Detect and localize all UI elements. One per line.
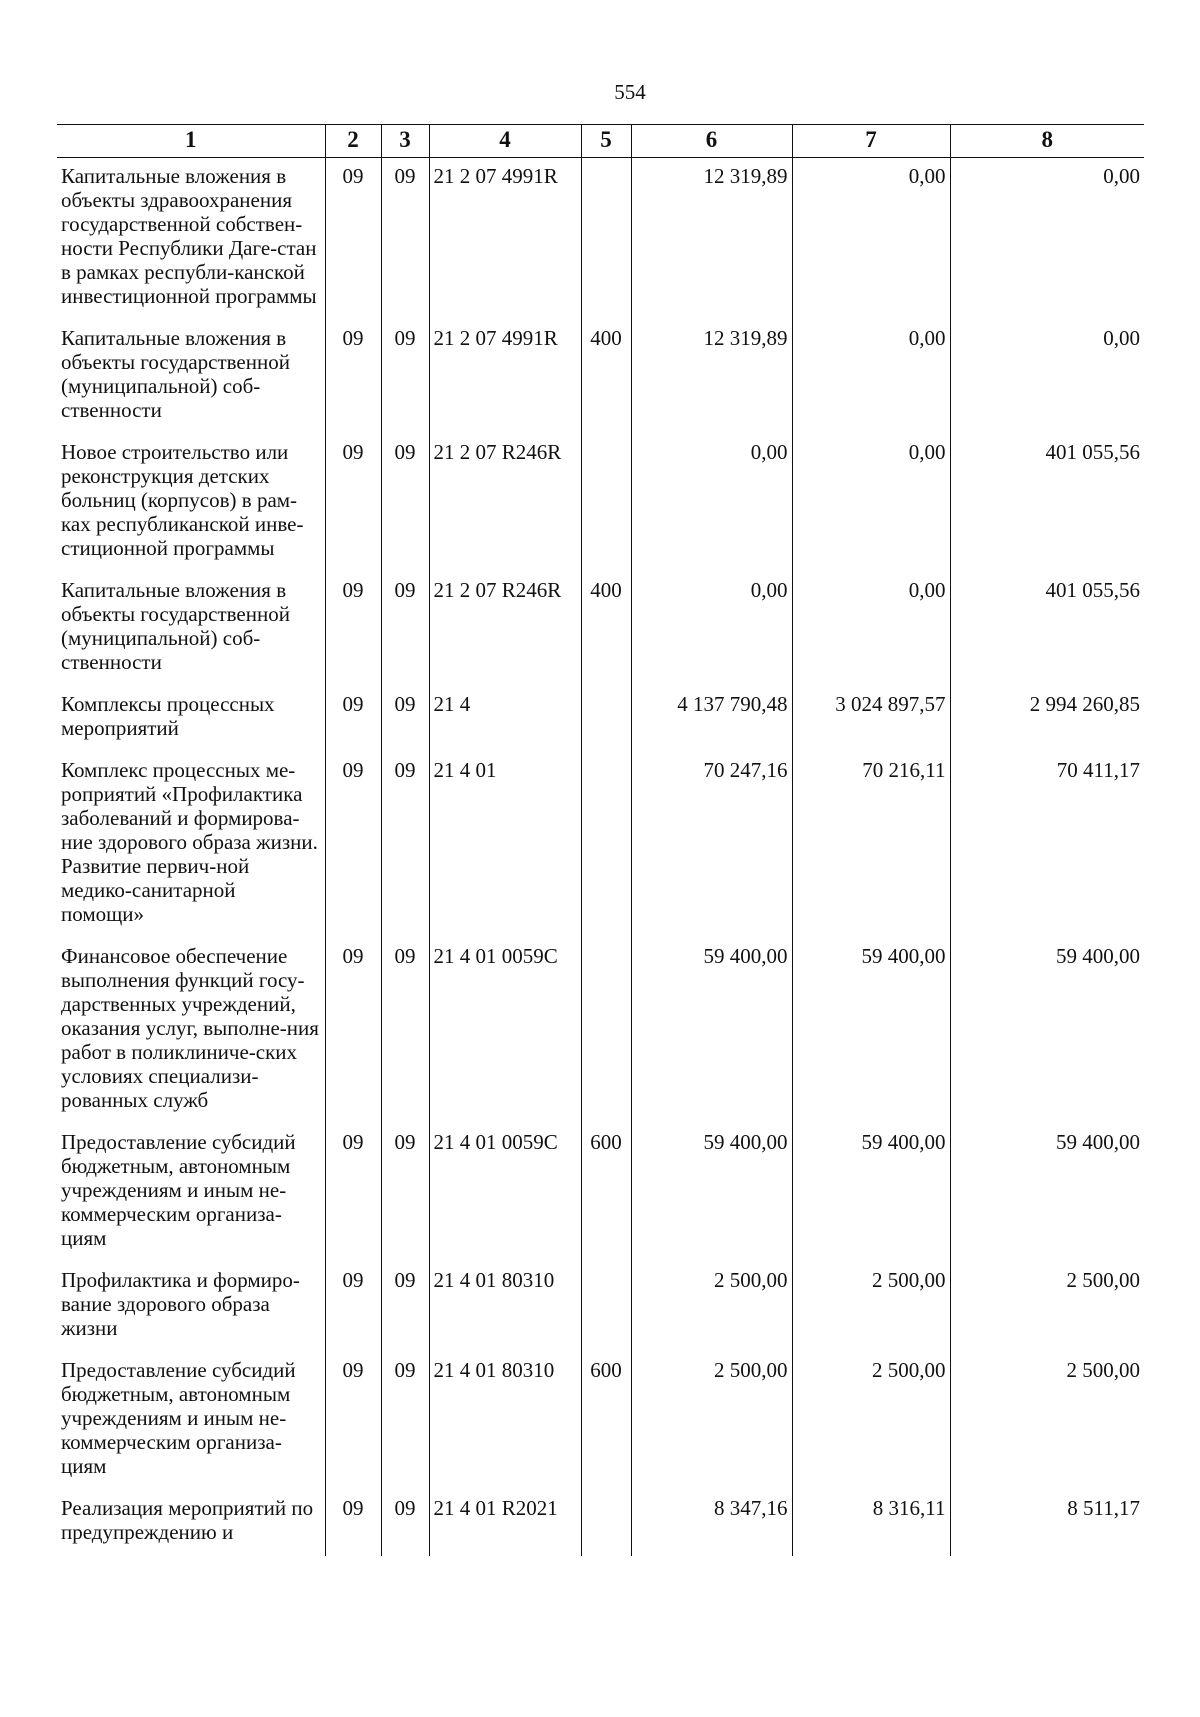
row-value-3: 401 055,56	[950, 434, 1144, 572]
row-value-2: 0,00	[792, 158, 950, 321]
table-row	[57, 752, 1144, 938]
row-type	[581, 938, 631, 1124]
row-value-2: 59 400,00	[792, 1124, 950, 1262]
row-name: Новое строительство или реконструкция детских больниц (корпусов) в рам-ках республиканской инве-стиционной программы	[57, 434, 325, 572]
column-header: 3	[381, 125, 429, 158]
row-value-3: 59 400,00	[950, 1124, 1144, 1262]
table-row	[57, 686, 1144, 752]
table-row	[57, 1262, 1144, 1352]
row-section: 09	[325, 752, 381, 938]
row-type	[581, 686, 631, 752]
row-value-1: 2 500,00	[631, 1352, 792, 1490]
table-header	[57, 125, 1144, 158]
row-subsection: 09	[381, 1262, 429, 1352]
row-subsection: 09	[381, 572, 429, 686]
row-value-1: 0,00	[631, 434, 792, 572]
row-name: Профилактика и формиро-вание здорового образа жизни	[57, 1262, 325, 1352]
row-value-1: 70 247,16	[631, 752, 792, 938]
budget-table	[57, 124, 1144, 1556]
row-value-1: 8 347,16	[631, 1490, 792, 1556]
row-value-1: 59 400,00	[631, 938, 792, 1124]
row-name: Предоставление субсидий бюджетным, автономным учреждениям и иным не-коммерческим организа-циям	[57, 1124, 325, 1262]
row-type	[581, 752, 631, 938]
row-name: Финансовое обеспечение выполнения функций госу-дарственных учреждений, оказания услуг, выполне-ния работ в поликлиниче-ских условиях специализи-рованных служб	[57, 938, 325, 1124]
row-code: 21 4	[429, 686, 581, 752]
row-section: 09	[325, 572, 381, 686]
row-value-1: 0,00	[631, 572, 792, 686]
row-type: 400	[581, 572, 631, 686]
row-subsection: 09	[381, 1124, 429, 1262]
row-name: Реализация мероприятий по предупреждению и	[57, 1490, 325, 1556]
row-value-1: 4 137 790,48	[631, 686, 792, 752]
row-value-1: 2 500,00	[631, 1262, 792, 1352]
row-value-3: 59 400,00	[950, 938, 1144, 1124]
row-value-3: 2 994 260,85	[950, 686, 1144, 752]
row-subsection: 09	[381, 1352, 429, 1490]
column-header: 4	[429, 125, 581, 158]
row-value-2: 2 500,00	[792, 1352, 950, 1490]
row-code: 21 4 01 0059С	[429, 1124, 581, 1262]
table-row	[57, 1490, 1144, 1556]
row-name: Комплекс процессных ме-роприятий «Профилактика заболеваний и формирова-ние здорового образа жизни. Развитие первич-ной медико-санитарной помощи»	[57, 752, 325, 938]
table-row	[57, 572, 1144, 686]
column-header: 1	[57, 125, 325, 158]
row-value-3: 2 500,00	[950, 1352, 1144, 1490]
row-type	[581, 1262, 631, 1352]
row-value-3: 0,00	[950, 320, 1144, 434]
row-section: 09	[325, 686, 381, 752]
row-section: 09	[325, 320, 381, 434]
table-body	[57, 158, 1144, 1557]
row-subsection: 09	[381, 158, 429, 321]
row-type: 600	[581, 1352, 631, 1490]
row-subsection: 09	[381, 320, 429, 434]
row-section: 09	[325, 434, 381, 572]
table-row	[57, 938, 1144, 1124]
row-value-3: 70 411,17	[950, 752, 1144, 938]
row-value-3: 0,00	[950, 158, 1144, 321]
row-subsection: 09	[381, 752, 429, 938]
row-value-1: 59 400,00	[631, 1124, 792, 1262]
row-name: Капитальные вложения в объекты государственной (муниципальной) соб-ственности	[57, 572, 325, 686]
row-value-2: 70 216,11	[792, 752, 950, 938]
column-header: 2	[325, 125, 381, 158]
row-section: 09	[325, 1262, 381, 1352]
row-type	[581, 434, 631, 572]
row-value-3: 401 055,56	[950, 572, 1144, 686]
row-section: 09	[325, 1490, 381, 1556]
row-value-3: 2 500,00	[950, 1262, 1144, 1352]
row-name: Предоставление субсидий бюджетным, автономным учреждениям и иным не-коммерческим организа-циям	[57, 1352, 325, 1490]
row-section: 09	[325, 1352, 381, 1490]
row-code: 21 2 07 4991R	[429, 320, 581, 434]
row-value-2: 0,00	[792, 434, 950, 572]
row-code: 21 4 01 80310	[429, 1262, 581, 1352]
row-value-2: 2 500,00	[792, 1262, 950, 1352]
column-header: 8	[950, 125, 1144, 158]
table-row	[57, 320, 1144, 434]
row-value-2: 8 316,11	[792, 1490, 950, 1556]
row-subsection: 09	[381, 938, 429, 1124]
row-code: 21 2 07 4991R	[429, 158, 581, 321]
table-row	[57, 1124, 1144, 1262]
row-name: Капитальные вложения в объекты государственной (муниципальной) соб-ственности	[57, 320, 325, 434]
row-code: 21 4 01 0059С	[429, 938, 581, 1124]
row-subsection: 09	[381, 686, 429, 752]
row-type	[581, 1490, 631, 1556]
page-number: 554	[614, 80, 646, 104]
row-value-1: 12 319,89	[631, 158, 792, 321]
row-value-2: 59 400,00	[792, 938, 950, 1124]
row-section: 09	[325, 1124, 381, 1262]
row-type: 600	[581, 1124, 631, 1262]
row-type	[581, 158, 631, 321]
row-code: 21 2 07 R246R	[429, 434, 581, 572]
row-code: 21 2 07 R246R	[429, 572, 581, 686]
row-name: Комплексы процессных мероприятий	[57, 686, 325, 752]
row-subsection: 09	[381, 434, 429, 572]
row-code: 21 4 01 R2021	[429, 1490, 581, 1556]
row-code: 21 4 01 80310	[429, 1352, 581, 1490]
table-row	[57, 1352, 1144, 1490]
row-value-2: 0,00	[792, 572, 950, 686]
row-name: Капитальные вложения в объекты здравоохранения государственной собствен-ности Республики Даге-стан в рамках республи-канской инвестиционной программы	[57, 158, 325, 321]
row-value-3: 8 511,17	[950, 1490, 1144, 1556]
row-value-2: 3 024 897,57	[792, 686, 950, 752]
row-section: 09	[325, 938, 381, 1124]
column-header: 5	[581, 125, 631, 158]
row-code: 21 4 01	[429, 752, 581, 938]
row-type: 400	[581, 320, 631, 434]
row-value-1: 12 319,89	[631, 320, 792, 434]
table-row	[57, 434, 1144, 572]
column-header: 7	[792, 125, 950, 158]
column-header: 6	[631, 125, 792, 158]
row-value-2: 0,00	[792, 320, 950, 434]
table-row	[57, 158, 1144, 321]
row-subsection: 09	[381, 1490, 429, 1556]
row-section: 09	[325, 158, 381, 321]
